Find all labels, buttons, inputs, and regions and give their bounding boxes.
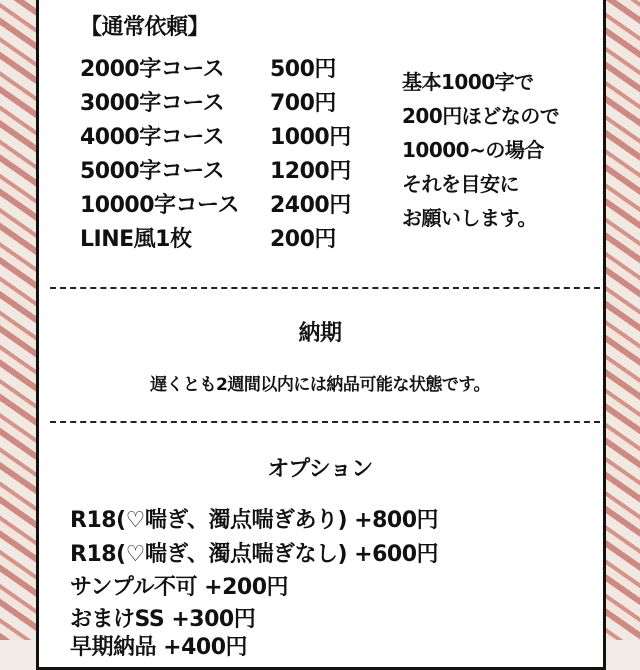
option-item: おまけSS +300円 <box>70 607 256 632</box>
price-item-name: 5000字コース <box>80 159 225 184</box>
note-line: それを目安に <box>402 172 519 196</box>
price-item-value: 200円 <box>270 227 336 252</box>
option-item: 早期納品 +400円 <box>70 635 248 660</box>
price-item-name: LINE風1枚 <box>80 227 192 252</box>
note-line: お願いします。 <box>402 206 537 230</box>
note-line: 200円ほどなので <box>402 104 560 128</box>
price-item-name: 3000字コース <box>80 91 225 116</box>
price-item-value: 1000円 <box>270 125 351 150</box>
price-item-value: 700円 <box>270 91 336 116</box>
option-item: R18(♡喘ぎ、濁点喘ぎなし) +600円 <box>70 542 439 567</box>
option-item: サンプル不可 +200円 <box>70 575 289 600</box>
regular-heading: 【通常依頼】 <box>80 15 210 40</box>
price-item-value: 1200円 <box>270 159 351 184</box>
note-line: 10000~の場合 <box>402 138 544 162</box>
delivery-text: 遅くとも2週間以内には納品可能な状態です。 <box>150 375 490 395</box>
price-item-name: 2000字コース <box>80 57 225 82</box>
delivery-title: 納期 <box>298 321 342 346</box>
option-item: R18(♡喘ぎ、濁点喘ぎあり) +800円 <box>70 508 439 533</box>
price-item-value: 500円 <box>270 57 336 82</box>
options-title: オプション <box>267 457 373 482</box>
price-item-name: 10000字コース <box>80 193 239 218</box>
section-divider <box>50 287 600 289</box>
price-item-value: 2400円 <box>270 193 351 218</box>
section-divider <box>50 421 600 423</box>
note-line: 基本1000字で <box>402 70 534 94</box>
price-item-name: 4000字コース <box>80 125 225 150</box>
